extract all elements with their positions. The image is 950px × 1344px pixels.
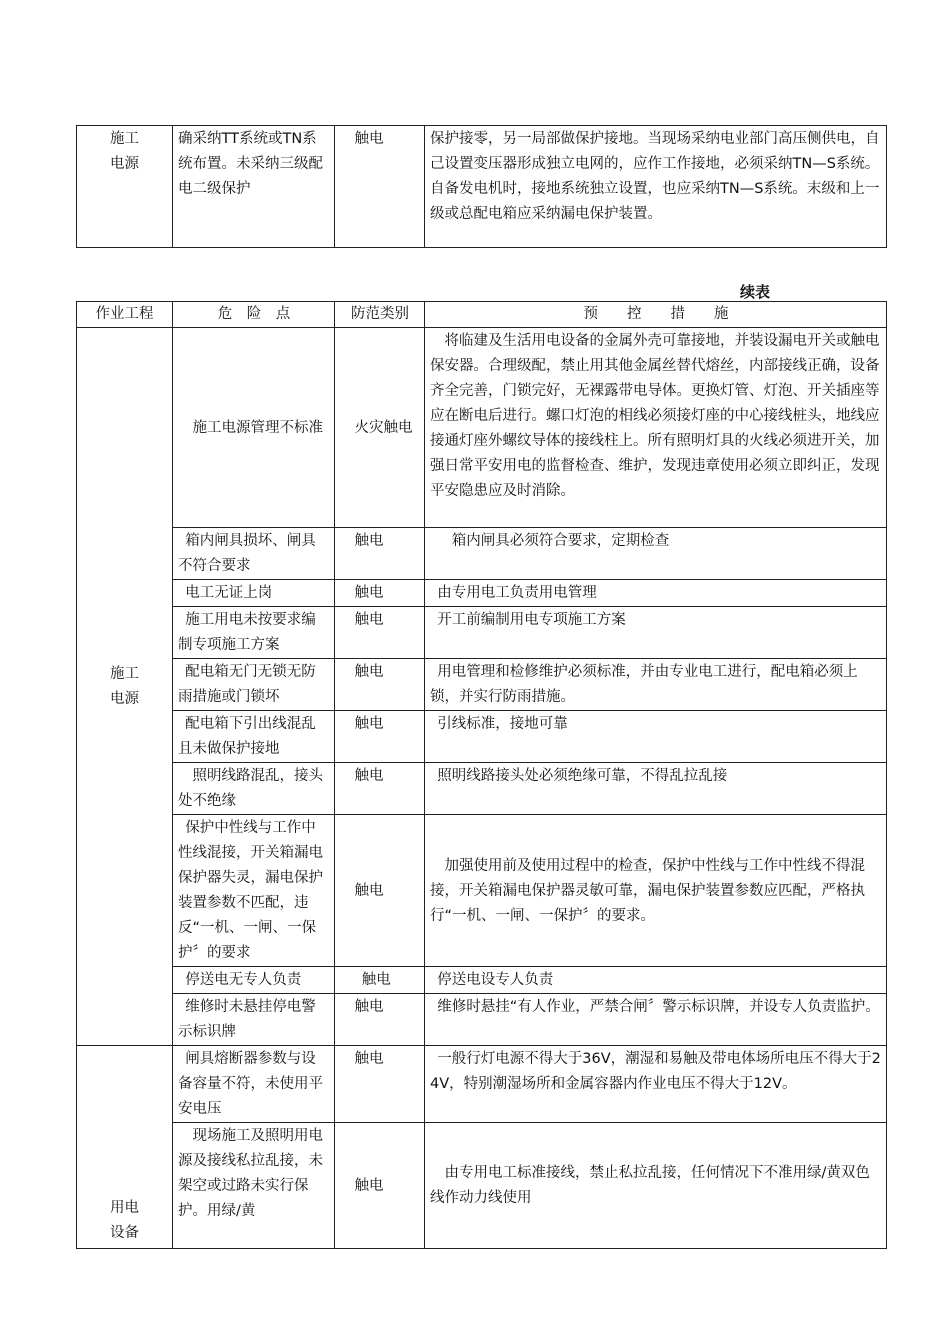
table-row bbox=[77, 528, 887, 580]
header-col2: 危 险 点 bbox=[173, 302, 335, 328]
type-cell: 触电 bbox=[335, 1123, 425, 1249]
group-cell-equipment bbox=[77, 1046, 173, 1249]
measure-cell: 由专用电工标准接线，禁止私拉乱接，任何情况下不准用绿/黄双色线作动力线使用 bbox=[425, 1123, 887, 1249]
table-row bbox=[77, 1046, 887, 1123]
header-col4: 预 控 措 施 bbox=[425, 302, 887, 328]
hazard-cell: 停送电无专人负责 bbox=[173, 967, 335, 994]
measure-cell: 由专用电工负责用电管理 bbox=[425, 580, 887, 607]
table-row bbox=[77, 967, 887, 994]
measure-cell: 用电管理和检修维护必须标准，并由专业电工进行，配电箱必须上锁，并实行防雨措施。 bbox=[425, 659, 887, 711]
measure-cell: 保护接零，另一局部做保护接地。当现场采纳电业部门高压侧供电，自己设置变压器形成独立电网的，应作工作接地，必须采纳TN—S系统。自备发电机时，接地系统独立设置，也应采纳TN—S系统。末级和上一级或总配电箱应采纳漏电保护装置。 bbox=[425, 126, 887, 248]
hazard-cell: 维修时未悬挂停电警示标识牌 bbox=[173, 994, 335, 1046]
category-cell bbox=[77, 126, 173, 248]
hazard-cell: 闸具熔断器参数与设备容量不符，未使用平安电压 bbox=[173, 1046, 335, 1123]
hazard-cell: 施工用电未按要求编制专项施工方案 bbox=[173, 607, 335, 659]
table-row bbox=[77, 580, 887, 607]
table-row bbox=[77, 659, 887, 711]
type-cell: 触电 bbox=[335, 580, 425, 607]
group-label: 施工 电源 bbox=[110, 666, 139, 707]
hazard-cell: 配电箱下引出线混乱且未做保护接地 bbox=[173, 711, 335, 763]
hazard-cell: 保护中性线与工作中性线混接，开关箱漏电保护器失灵，漏电保护装置参数不匹配，违反“一机、一闸、一保护〞的要求 bbox=[173, 815, 335, 967]
hazard-cell: 确采纳TT系统或TN系统布置。未采纳三级配电二级保护 bbox=[173, 126, 335, 248]
header-col3: 防范类别 bbox=[335, 302, 425, 328]
header-row bbox=[77, 302, 887, 328]
header-col1: 作业工程 bbox=[77, 302, 173, 328]
type-cell: 触电 bbox=[335, 659, 425, 711]
measure-cell: 一般行灯电源不得大于36V，潮湿和易触及带电体场所电压不得大于24V，特别潮湿场所和金属容器内作业电压不得大于12V。 bbox=[425, 1046, 887, 1123]
type-cell: 触电 bbox=[335, 967, 425, 994]
hazard-cell: 电工无证上岗 bbox=[173, 580, 335, 607]
hazard-cell: 箱内闸具损坏、闸具不符合要求 bbox=[173, 528, 335, 580]
category-label: 施工 电源 bbox=[110, 131, 139, 172]
group-cell-power bbox=[77, 328, 173, 1046]
hazard-cell: 配电箱无门无锁无防雨措施或门锁坏 bbox=[173, 659, 335, 711]
table-row bbox=[77, 711, 887, 763]
main-table bbox=[76, 301, 887, 1249]
table-row bbox=[77, 1123, 887, 1249]
type-cell: 火灾触电 bbox=[335, 328, 425, 528]
type-cell: 触电 bbox=[335, 994, 425, 1046]
measure-cell: 开工前编制用电专项施工方案 bbox=[425, 607, 887, 659]
table-row bbox=[77, 763, 887, 815]
type-cell: 触电 bbox=[335, 711, 425, 763]
table-row bbox=[77, 994, 887, 1046]
continuation-label: 续表 bbox=[740, 283, 771, 301]
hazard-cell: 照明线路混乱，接头处不绝缘 bbox=[173, 763, 335, 815]
hazard-cell: 施工电源管理不标准 bbox=[173, 328, 335, 528]
type-cell: 触电 bbox=[335, 126, 425, 248]
measure-cell: 加强使用前及使用过程中的检查，保护中性线与工作中性线不得混接，开关箱漏电保护器灵敏可靠，漏电保护装置参数应匹配，严格执行“一机、一闸、一保护〞的要求。 bbox=[425, 815, 887, 967]
measure-cell: 维修时悬挂“有人作业，严禁合闸〞警示标识牌，并设专人负责监护。 bbox=[425, 994, 887, 1046]
type-cell: 触电 bbox=[335, 1046, 425, 1123]
table-row bbox=[77, 328, 887, 528]
table-row bbox=[77, 126, 887, 248]
measure-cell: 停送电设专人负责 bbox=[425, 967, 887, 994]
top-table bbox=[76, 125, 887, 248]
measure-cell: 引线标准，接地可靠 bbox=[425, 711, 887, 763]
group-label: 用电 设备 bbox=[110, 1200, 139, 1241]
type-cell: 触电 bbox=[335, 607, 425, 659]
measure-cell: 箱内闸具必须符合要求，定期检查 bbox=[425, 528, 887, 580]
type-cell: 触电 bbox=[335, 528, 425, 580]
type-cell: 触电 bbox=[335, 763, 425, 815]
measure-cell: 将临建及生活用电设备的金属外壳可靠接地，并装设漏电开关或触电保安器。合理级配，禁止用其他金属丝替代熔丝，内部接线正确，设备齐全完善，门锁完好，无裸露带电导体。更换灯管、灯泡、开关插座等应在断电后进行。螺口灯泡的相线必须接灯座的中心接线桩头，地线应接通灯座外螺纹导体的接线柱上。所有照明灯具的火线必须进开关，加强日常平安用电的监督检查、维护，发现违章使用必须立即纠正，发现平安隐患应及时消除。 bbox=[425, 328, 887, 528]
hazard-cell: 现场施工及照明用电源及接线私拉乱接，未架空或过路未实行保护。用绿/黄 bbox=[173, 1123, 335, 1249]
table-row bbox=[77, 815, 887, 967]
measure-cell: 照明线路接头处必须绝缘可靠，不得乱拉乱接 bbox=[425, 763, 887, 815]
type-cell: 触电 bbox=[335, 815, 425, 967]
table-row bbox=[77, 607, 887, 659]
